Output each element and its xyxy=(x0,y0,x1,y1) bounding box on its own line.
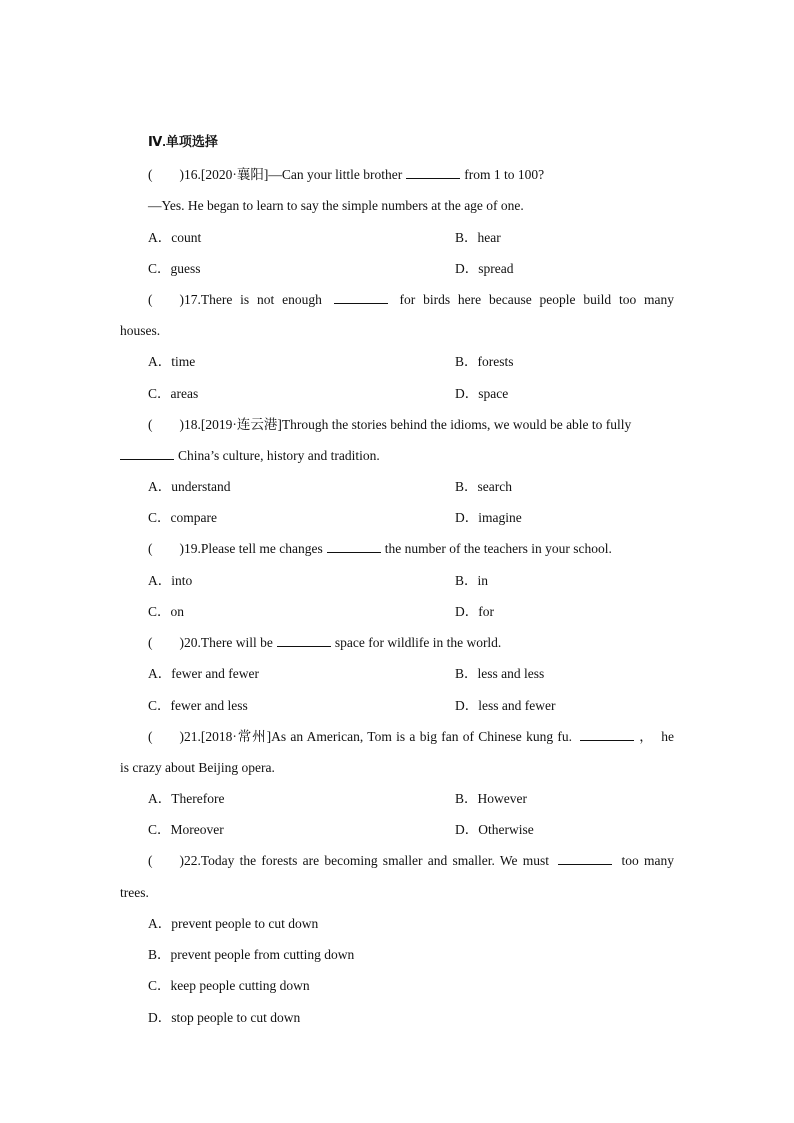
option-b: B．hear xyxy=(455,230,501,245)
option-c: C．fewer and less xyxy=(148,698,248,713)
option-b: B．prevent people from cutting down xyxy=(148,947,355,962)
option-b: B．search xyxy=(455,479,512,494)
blank xyxy=(277,634,331,647)
question-18 xyxy=(148,416,674,434)
blank xyxy=(120,447,174,460)
question-stem-end: China’s culture, history and tradition. xyxy=(178,448,380,463)
question-stem: 16.[2020·襄阳]—Can your little brother xyxy=(184,167,403,182)
question-stem-end: for birds here because people build too many xyxy=(399,292,675,307)
option-a: A．time xyxy=(148,354,196,369)
blank xyxy=(558,852,612,865)
option-c: C．guess xyxy=(148,261,201,276)
question-stem: 17.There is not enough xyxy=(184,292,322,307)
option-c: C．Moreover xyxy=(148,822,224,837)
option-a: A．count xyxy=(148,230,202,245)
option-c: C．on xyxy=(148,604,185,619)
option-d: D．stop people to cut down xyxy=(148,1010,301,1025)
option-d: D．Otherwise xyxy=(455,822,534,837)
question-stem-end: too many xyxy=(621,853,675,868)
answer-paren[interactable]: ( ) xyxy=(148,167,184,182)
blank xyxy=(334,291,388,304)
question-stem: 18.[2019·连云港]Through the stories behind the idioms, we would be able to fully xyxy=(184,417,632,432)
option-d: D．spread xyxy=(455,261,514,276)
answer-paren[interactable]: ( ) xyxy=(148,635,184,650)
option-a: A．into xyxy=(148,573,193,588)
option-a: A．Therefore xyxy=(148,791,225,806)
blank xyxy=(327,540,381,553)
option-d: D．less and fewer xyxy=(455,698,556,713)
answer-paren[interactable]: ( ) xyxy=(148,541,184,556)
option-b: B．less and less xyxy=(455,666,545,681)
question-stem: 21.[2018·常州]As an American, Tom is a big fan of Chinese kung fu. xyxy=(184,729,572,744)
section-title: Ⅳ.单项选择 xyxy=(148,134,218,149)
option-a: A．understand xyxy=(148,479,231,494)
question-stem: 19.Please tell me changes xyxy=(184,541,323,556)
question-19 xyxy=(148,540,674,558)
option-d: D．for xyxy=(455,604,494,619)
question-17 xyxy=(148,291,674,309)
question-21-line2: is crazy about Beijing opera. xyxy=(120,760,275,775)
blank xyxy=(580,728,634,741)
question-16-line2: —Yes. He began to learn to say the simple numbers at the age of one. xyxy=(148,198,524,213)
option-b: B．However xyxy=(455,791,527,806)
question-17-line2: houses. xyxy=(120,323,161,338)
question-20 xyxy=(148,634,674,652)
option-b: B．in xyxy=(455,573,489,588)
blank xyxy=(406,166,460,179)
answer-paren[interactable]: ( ) xyxy=(148,729,184,744)
option-c: C．compare xyxy=(148,510,217,525)
option-d: D．space xyxy=(455,386,509,401)
question-stem-end: space for wildlife in the world. xyxy=(334,635,502,650)
answer-paren[interactable]: ( ) xyxy=(148,417,184,432)
question-16 xyxy=(148,166,674,184)
question-stem: 20.There will be xyxy=(184,635,273,650)
option-a: A．fewer and fewer xyxy=(148,666,259,681)
question-22-line2: trees. xyxy=(120,885,149,900)
question-stem-end: ， he xyxy=(638,729,675,744)
answer-paren[interactable]: ( ) xyxy=(148,292,184,307)
option-a: A．prevent people to cut down xyxy=(148,916,319,931)
question-18-line2 xyxy=(120,447,380,465)
question-22 xyxy=(148,852,674,870)
question-21 xyxy=(148,728,674,746)
question-stem-end: from 1 to 100? xyxy=(464,167,545,182)
option-c: C．areas xyxy=(148,386,199,401)
option-c: C．keep people cutting down xyxy=(148,978,310,993)
question-stem-end: the number of the teachers in your school. xyxy=(384,541,612,556)
option-b: B．forests xyxy=(455,354,514,369)
option-d: D．imagine xyxy=(455,510,522,525)
question-stem: 22.Today the forests are becoming smaller and smaller. We must xyxy=(184,853,550,868)
answer-paren[interactable]: ( ) xyxy=(148,853,184,868)
